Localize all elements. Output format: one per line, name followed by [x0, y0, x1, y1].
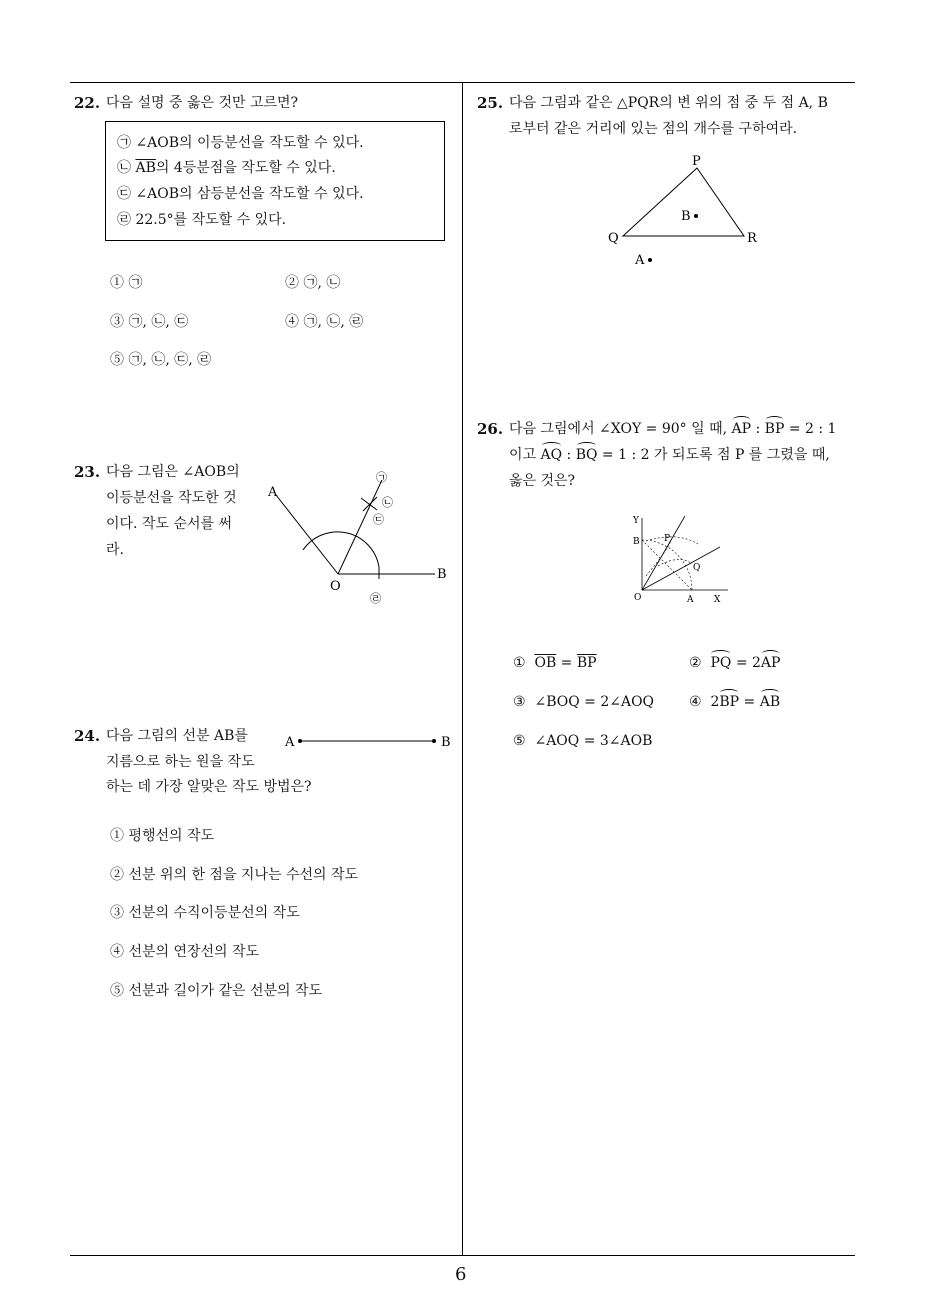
q26-arc-ap: AP: [731, 421, 752, 437]
q26-c3-text: ∠BOQ = 2∠AOQ: [534, 694, 655, 710]
q26-l1-post: = 2 : 1: [784, 421, 837, 437]
q26-label-a: A: [687, 595, 694, 605]
q24-choice-4[interactable]: ④ 선분의 연장선의 작도: [110, 944, 260, 960]
q22-choice-1[interactable]: ① ㉠: [110, 275, 143, 291]
q26-choice-1[interactable]: [513, 653, 597, 673]
q26-line-1: [509, 419, 836, 439]
q26-choice-2[interactable]: [689, 653, 780, 673]
q22-s2-segment: $\overline{AB}$: [135, 160, 156, 176]
q22-choice-5[interactable]: ⑤ ㉠, ㉡, ㉢, ㉣: [110, 352, 212, 368]
q25-point-b: [694, 214, 698, 218]
q23-label-o: O: [330, 579, 341, 594]
q23-ray-oa: [276, 495, 338, 574]
q26-l1-pre: 다음 그림에서 ∠XOY = 90° 일 때,: [509, 421, 732, 437]
q26-c4-arc-ab: AB: [759, 694, 781, 710]
q24-number: 24.: [74, 727, 101, 745]
q24-choice-5[interactable]: ⑤ 선분과 길이가 같은 선분의 작도: [110, 983, 323, 999]
q23-mark-3: ㉢: [373, 513, 384, 526]
q25-point-a: [648, 258, 652, 262]
q22-statement-4: [117, 210, 286, 230]
q26-c5-mark: ⑤: [513, 733, 526, 749]
q26-l2-pre: 이고: [509, 447, 541, 463]
q26-choice-5[interactable]: [513, 731, 652, 751]
q26-c4-mark: ④: [689, 694, 702, 710]
q23-line-4: 라.: [106, 542, 124, 558]
column-divider: [462, 82, 463, 1256]
q22-choice-2[interactable]: ② ㉠, ㉡: [285, 275, 341, 291]
q24-point-a: [298, 739, 302, 743]
q23-mark-1: ㉠: [376, 471, 387, 484]
q24-figure: [280, 728, 460, 756]
q26-c1-seg-ob: $\overline{OB}$: [534, 655, 557, 671]
q22-s4-mark: ㉣: [117, 212, 131, 228]
q26-c1-seg-bp: $\overline{BP}$: [576, 655, 597, 671]
q24-label-a: A: [285, 735, 295, 750]
q26-c5-text: ∠AOQ = 3∠AOB: [534, 733, 653, 749]
q22-s2-text: 의 4등분점을 작도할 수 있다.: [155, 160, 336, 176]
q26-choice-4[interactable]: [689, 692, 780, 712]
bottom-rule: [70, 1255, 855, 1256]
q22-s4-text: 22.5°를 작도할 수 있다.: [131, 212, 287, 228]
q23-label-b: B: [437, 567, 447, 582]
q23-number: 23.: [74, 463, 101, 481]
q25-label-a: A: [635, 253, 645, 268]
q26-l1-mid: :: [751, 421, 765, 437]
q24-choice-3[interactable]: ③ 선분의 수직이등분선의 작도: [110, 905, 300, 921]
q25-label-p: P: [692, 154, 701, 169]
q26-l2-post: = 1 : 2 가 되도록 점 P 를 그렸을 때,: [597, 447, 830, 463]
q26-label-q: Q: [693, 563, 701, 573]
q22-s3-mark: ㉢: [117, 186, 131, 202]
q25-triangle-pqr: [623, 168, 744, 236]
q26-label-p: P: [664, 534, 671, 544]
q22-prompt: 다음 설명 중 옳은 것만 고르면?: [106, 95, 299, 111]
q22-statement-1: [117, 133, 364, 153]
q26-arc-aq: AQ: [540, 447, 563, 463]
q25-line-2: 로부터 같은 거리에 있는 점의 개수를 구하여라.: [509, 121, 798, 137]
q22-s2-mark: ㉡: [117, 160, 131, 176]
q26-line-2: [509, 445, 830, 465]
q26-c2-eq: = 2: [731, 655, 761, 671]
q23-line-3: 이다. 작도 순서를 써: [106, 516, 232, 532]
q25-number: 25.: [477, 94, 504, 112]
page-number: 6: [455, 1264, 467, 1285]
q24-choice-1[interactable]: ① 평행선의 작도: [110, 828, 215, 844]
q23-line-2: 이등분선을 작도한 것: [106, 490, 237, 506]
q26-arc-aux-1: [650, 537, 698, 544]
q25-label-q: Q: [608, 231, 619, 246]
q26-c1-eq: =: [556, 655, 577, 671]
q26-c1-mark: ①: [513, 655, 526, 671]
q23-line-1: 다음 그림은 ∠AOB의: [106, 464, 240, 480]
q23-figure: [260, 460, 460, 610]
q22-statement-3: [117, 184, 364, 204]
q26-label-y: Y: [633, 516, 639, 526]
q26-arc-bq: BQ: [575, 447, 598, 463]
q26-arc-bp: BP: [764, 421, 785, 437]
q26-choice-3[interactable]: [513, 692, 654, 712]
q26-l2-mid: :: [562, 447, 576, 463]
q22-s1-mark: ㉠: [117, 135, 131, 151]
q26-c2-arc-ap: AP: [760, 655, 781, 671]
q25-line-1: 다음 그림과 같은 △PQR의 변 위의 점 중 두 점 A, B: [509, 95, 828, 111]
q25-label-b: B: [681, 209, 691, 224]
q26-figure: [628, 510, 738, 605]
q26-label-b: B: [633, 537, 640, 547]
q24-label-b: B: [441, 735, 451, 750]
q26-c4-eq: =: [739, 694, 760, 710]
q22-s1-text: ∠AOB의 이등분선을 작도할 수 있다.: [131, 135, 364, 151]
q24-point-b: [432, 739, 436, 743]
q26-c2-mark: ②: [689, 655, 702, 671]
q24-line-1: 다음 그림의 선분 AB를: [106, 728, 248, 744]
q26-label-o: O: [634, 593, 642, 603]
q26-c3-mark: ③: [513, 694, 526, 710]
q26-c4-pre: 2: [710, 694, 720, 710]
q25-figure: [600, 150, 770, 270]
q26-c2-arc-pq: PQ: [710, 655, 732, 671]
q26-label-x: X: [714, 595, 721, 605]
q23-bisector: [338, 480, 382, 574]
q26-c4-arc-bp: BP: [719, 694, 740, 710]
q23-mark-4: ㉣: [370, 592, 381, 605]
q26-number: 26.: [477, 420, 504, 438]
q26-ray-oq: [642, 547, 720, 590]
q22-statement-2: [117, 158, 336, 178]
q24-line-2: 지름으로 하는 원을 작도: [106, 754, 255, 770]
q22-choice-4[interactable]: ④ ㉠, ㉡, ㉣: [285, 314, 364, 330]
q22-number: 22.: [74, 94, 101, 112]
q22-choice-3[interactable]: ③ ㉠, ㉡, ㉢: [110, 314, 189, 330]
q26-line-3: 옳은 것은?: [509, 473, 576, 489]
q23-label-a: A: [268, 485, 278, 500]
q24-line-3: 하는 데 가장 알맞은 작도 방법은?: [106, 779, 312, 795]
q25-label-r: R: [747, 231, 757, 246]
q22-s3-text: ∠AOB의 삼등분선을 작도할 수 있다.: [131, 186, 364, 202]
q23-arc-center-o: [303, 532, 379, 579]
q24-choice-2[interactable]: ② 선분 위의 한 점을 지나는 수선의 작도: [110, 867, 359, 883]
q23-mark-2: ㉡: [382, 496, 393, 509]
